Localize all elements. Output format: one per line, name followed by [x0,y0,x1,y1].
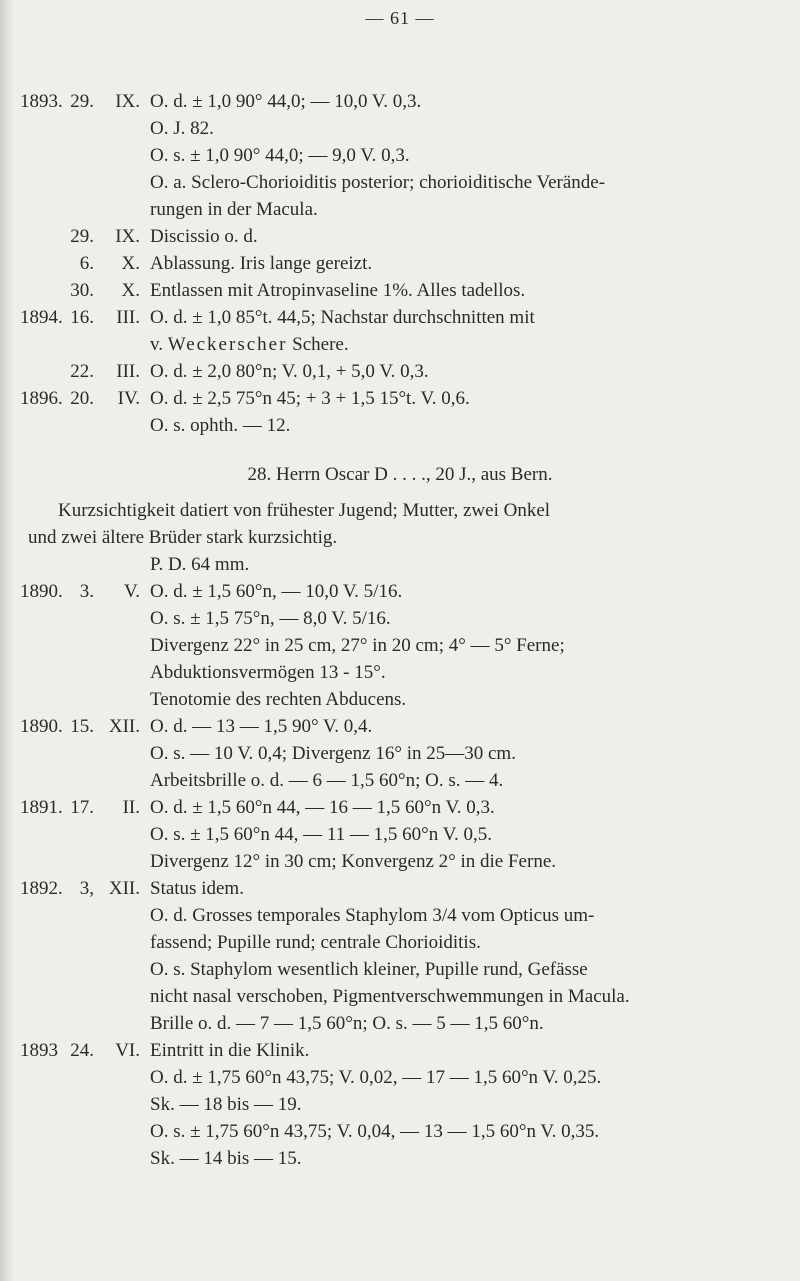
entry-month: III. [116,361,140,382]
entry-day: 16. [70,307,94,328]
entry-day: 30. [70,280,94,301]
entry-text: Abduktionsvermögen 13 - 15°. [150,662,386,683]
entry-text: O. d. ± 1,0 90° 44,0; — 10,0 V. 0,3. [150,91,422,112]
entry-text: rungen in der Macula. [150,199,318,220]
entry-day: 29. [70,91,94,112]
entry-year: 1893. [20,91,63,112]
entry-month: III. [116,307,140,328]
entry-text: Discissio o. d. [150,226,258,247]
entry-year: 1891. [20,797,63,818]
text-part: v. [150,334,168,355]
entry-month: VI. [115,1040,140,1061]
entry-year: 1890. [20,716,63,737]
entry-text: O. s. ± 1,75 60°n 43,75; V. 0,04, — 13 — 1,5 60°n V. 0,35. [150,1121,600,1142]
entry-text [150,333,349,357]
entry-text: Divergenz 22° in 25 cm, 27° in 20 cm; 4° — 5° Ferne; [150,635,565,656]
entry-month: IX. [115,91,140,112]
entry-year: 1892. [20,878,63,899]
intro-line: und zwei ältere Brüder stark kurzsichtig. [28,527,338,548]
entry-text: Eintritt in die Klinik. [150,1040,310,1061]
entry-text: Tenotomie des rechten Abducens. [150,689,407,710]
page-number: — 61 — [365,8,435,28]
entry-month: II. [122,797,140,818]
entry-text: Status idem. [150,878,244,899]
entry-day: 3. [79,581,94,602]
entry-text: O. d. ± 1,5 60°n, — 10,0 V. 5/16. [150,581,403,602]
pupil-distance: P. D. 64 mm. [150,554,250,575]
entry-month: XII. [108,716,140,737]
entry-month: X. [121,253,140,274]
entry-month: IX. [115,226,140,247]
entry-text: O. s. — 10 V. 0,4; Divergenz 16° in 25—30 cm. [150,743,516,764]
entry-year: 1890. [20,581,63,602]
entry-month: XII. [108,878,140,899]
entry-year: 1893 [20,1040,58,1061]
entry-month: V. [123,581,140,602]
entry-text: Entlassen mit Atropinvaseline 1%. Alles tadellos. [150,280,526,301]
entry-day: 15. [70,716,94,737]
spaced-name: Weckerscher [167,334,288,355]
entry-day: 17. [70,797,94,818]
entry-text: O. s. ± 1,0 90° 44,0; — 9,0 V. 0,3. [150,145,410,166]
entry-text: O. d. Grosses temporales Staphylom 3/4 vom Opticus um- [150,905,595,926]
entry-text: fassend; Pupille rund; centrale Chorioiditis. [150,932,481,953]
entry-text: O. d. ± 1,5 60°n 44, — 16 — 1,5 60°n V. 0,3. [150,797,495,818]
entry-text: O. d. ± 1,0 85°t. 44,5; Nachstar durchschnitten mit [150,307,535,328]
entry-month: IV. [117,388,140,409]
entry-text: Ablassung. Iris lange gereizt. [150,253,373,274]
entry-text: nicht nasal verschoben, Pigmentverschwemmungen in Macula. [150,986,630,1007]
entry-year: 1894. [20,307,63,328]
entry-text: O. d. ± 2,5 75°n 45; + 3 + 1,5 15°t. V. 0,6. [150,388,470,409]
entry-text: Sk. — 18 bis — 19. [150,1094,302,1115]
entry-day: 3, [79,878,94,899]
entry-text: Arbeitsbrille o. d. — 6 — 1,5 60°n; O. s. — 4. [150,770,504,791]
entry-text: O. d. ± 2,0 80°n; V. 0,1, + 5,0 V. 0,3. [150,361,429,382]
entry-text: O. d. — 13 — 1,5 90° V. 0,4. [150,716,373,737]
entry-day: 6. [79,253,94,274]
entry-text: O. d. ± 1,75 60°n 43,75; V. 0,02, — 17 — 1,5 60°n V. 0,25. [150,1067,602,1088]
entry-day: 20. [70,388,94,409]
entry-text: Brille o. d. — 7 — 1,5 60°n; O. s. — 5 — 1,5 60°n. [150,1013,544,1034]
case-title: 28. Herrn Oscar D . . . ., 20 J., aus Bern. [247,464,553,485]
entry-text: O. s. Staphylom wesentlich kleiner, Pupille rund, Gefässe [150,959,588,980]
entry-year: 1896. [20,388,63,409]
entry-month: X. [121,280,140,301]
entry-text: O. a. Sclero-Chorioiditis posterior; chorioiditische Verände- [150,172,606,193]
entry-text: O. J. 82. [150,118,214,139]
entry-day: 22. [70,361,94,382]
text-part: Schere. [287,334,349,355]
entry-text: Divergenz 12° in 30 cm; Konvergenz 2° in die Ferne. [150,851,557,872]
entry-text: O. s. ophth. — 12. [150,415,291,436]
entry-text: O. s. ± 1,5 60°n 44, — 11 — 1,5 60°n V. 0,5. [150,824,492,845]
entry-day: 24. [70,1040,94,1061]
entry-day: 29. [70,226,94,247]
entry-text: Sk. — 14 bis — 15. [150,1148,302,1169]
intro-line: Kurzsichtigkeit datiert von frühester Jugend; Mutter, zwei Onkel [58,500,551,521]
entry-text: O. s. ± 1,5 75°n, — 8,0 V. 5/16. [150,608,391,629]
